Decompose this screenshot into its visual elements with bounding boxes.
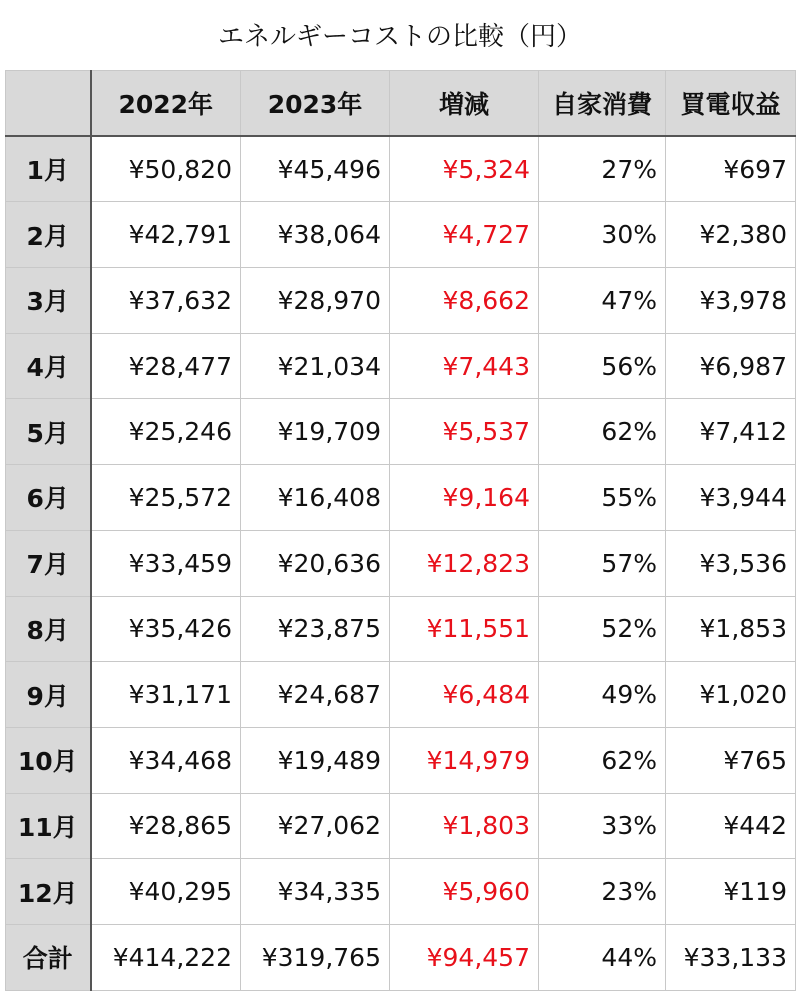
cell-2023: ¥19,709	[241, 399, 390, 465]
header-sales-revenue: 買電収益	[666, 71, 796, 137]
header-row	[6, 71, 796, 137]
cell-self-consumption: 30%	[539, 202, 666, 268]
row-label: 10月	[6, 727, 91, 793]
row-label: 合計	[6, 924, 91, 990]
header-2023: 2023年	[241, 71, 390, 137]
row-label: 7月	[6, 530, 91, 596]
cell-diff: ¥6,484	[390, 662, 539, 728]
cell-sales-revenue: ¥2,380	[666, 202, 796, 268]
cell-diff: ¥4,727	[390, 202, 539, 268]
cell-2022: ¥25,246	[91, 399, 241, 465]
row-label: 11月	[6, 793, 91, 859]
header-2022: 2022年	[91, 71, 241, 137]
cell-2022: ¥42,791	[91, 202, 241, 268]
cell-diff: ¥14,979	[390, 727, 539, 793]
cell-self-consumption: 44%	[539, 924, 666, 990]
cell-2022: ¥28,865	[91, 793, 241, 859]
cell-2023: ¥21,034	[241, 333, 390, 399]
table-row	[6, 136, 796, 202]
row-label: 8月	[6, 596, 91, 662]
cell-self-consumption: 27%	[539, 136, 666, 202]
cell-self-consumption: 47%	[539, 268, 666, 334]
cell-2023: ¥27,062	[241, 793, 390, 859]
cost-comparison-table	[5, 70, 796, 991]
cell-diff: ¥9,164	[390, 465, 539, 531]
cell-sales-revenue: ¥765	[666, 727, 796, 793]
table-row	[6, 530, 796, 596]
cell-2023: ¥20,636	[241, 530, 390, 596]
cell-sales-revenue: ¥3,944	[666, 465, 796, 531]
cell-sales-revenue: ¥6,987	[666, 333, 796, 399]
cell-2023: ¥319,765	[241, 924, 390, 990]
table-row	[6, 465, 796, 531]
cell-sales-revenue: ¥1,853	[666, 596, 796, 662]
row-label: 2月	[6, 202, 91, 268]
cell-diff: ¥94,457	[390, 924, 539, 990]
table-row	[6, 793, 796, 859]
row-label: 3月	[6, 268, 91, 334]
table-row	[6, 333, 796, 399]
header-corner	[6, 71, 91, 137]
cell-2022: ¥35,426	[91, 596, 241, 662]
row-label: 4月	[6, 333, 91, 399]
cell-self-consumption: 23%	[539, 859, 666, 925]
cell-diff: ¥1,803	[390, 793, 539, 859]
cell-2022: ¥414,222	[91, 924, 241, 990]
cell-sales-revenue: ¥33,133	[666, 924, 796, 990]
cell-self-consumption: 55%	[539, 465, 666, 531]
cell-sales-revenue: ¥3,978	[666, 268, 796, 334]
cell-2022: ¥37,632	[91, 268, 241, 334]
cell-2022: ¥34,468	[91, 727, 241, 793]
table-row	[6, 727, 796, 793]
cell-2023: ¥28,970	[241, 268, 390, 334]
row-label: 6月	[6, 465, 91, 531]
cell-diff: ¥5,537	[390, 399, 539, 465]
cell-sales-revenue: ¥7,412	[666, 399, 796, 465]
cell-2023: ¥19,489	[241, 727, 390, 793]
cell-2023: ¥45,496	[241, 136, 390, 202]
cell-2023: ¥38,064	[241, 202, 390, 268]
cell-self-consumption: 33%	[539, 793, 666, 859]
row-label: 5月	[6, 399, 91, 465]
cell-diff: ¥11,551	[390, 596, 539, 662]
table-row	[6, 859, 796, 925]
table-row	[6, 924, 796, 990]
cell-2022: ¥31,171	[91, 662, 241, 728]
cell-sales-revenue: ¥442	[666, 793, 796, 859]
cell-self-consumption: 62%	[539, 727, 666, 793]
cell-2022: ¥33,459	[91, 530, 241, 596]
cell-sales-revenue: ¥697	[666, 136, 796, 202]
cell-2022: ¥40,295	[91, 859, 241, 925]
cell-sales-revenue: ¥119	[666, 859, 796, 925]
header-self-consumption: 自家消費	[539, 71, 666, 137]
table-row	[6, 662, 796, 728]
cell-2023: ¥23,875	[241, 596, 390, 662]
cell-self-consumption: 56%	[539, 333, 666, 399]
page-title: エネルギーコストの比較（円）	[217, 22, 582, 52]
table-row	[6, 268, 796, 334]
cell-sales-revenue: ¥1,020	[666, 662, 796, 728]
row-label: 9月	[6, 662, 91, 728]
cell-self-consumption: 57%	[539, 530, 666, 596]
cell-2023: ¥24,687	[241, 662, 390, 728]
table-row	[6, 596, 796, 662]
cell-self-consumption: 49%	[539, 662, 666, 728]
cell-2022: ¥50,820	[91, 136, 241, 202]
header-diff: 増減	[390, 71, 539, 137]
cell-diff: ¥7,443	[390, 333, 539, 399]
cell-2022: ¥28,477	[91, 333, 241, 399]
cell-self-consumption: 62%	[539, 399, 666, 465]
cell-self-consumption: 52%	[539, 596, 666, 662]
cell-sales-revenue: ¥3,536	[666, 530, 796, 596]
cell-diff: ¥8,662	[390, 268, 539, 334]
cell-diff: ¥5,960	[390, 859, 539, 925]
table-row	[6, 202, 796, 268]
cell-2023: ¥34,335	[241, 859, 390, 925]
cell-diff: ¥5,324	[390, 136, 539, 202]
cell-2023: ¥16,408	[241, 465, 390, 531]
cell-diff: ¥12,823	[390, 530, 539, 596]
row-label: 1月	[6, 136, 91, 202]
cell-2022: ¥25,572	[91, 465, 241, 531]
row-label: 12月	[6, 859, 91, 925]
table-row	[6, 399, 796, 465]
